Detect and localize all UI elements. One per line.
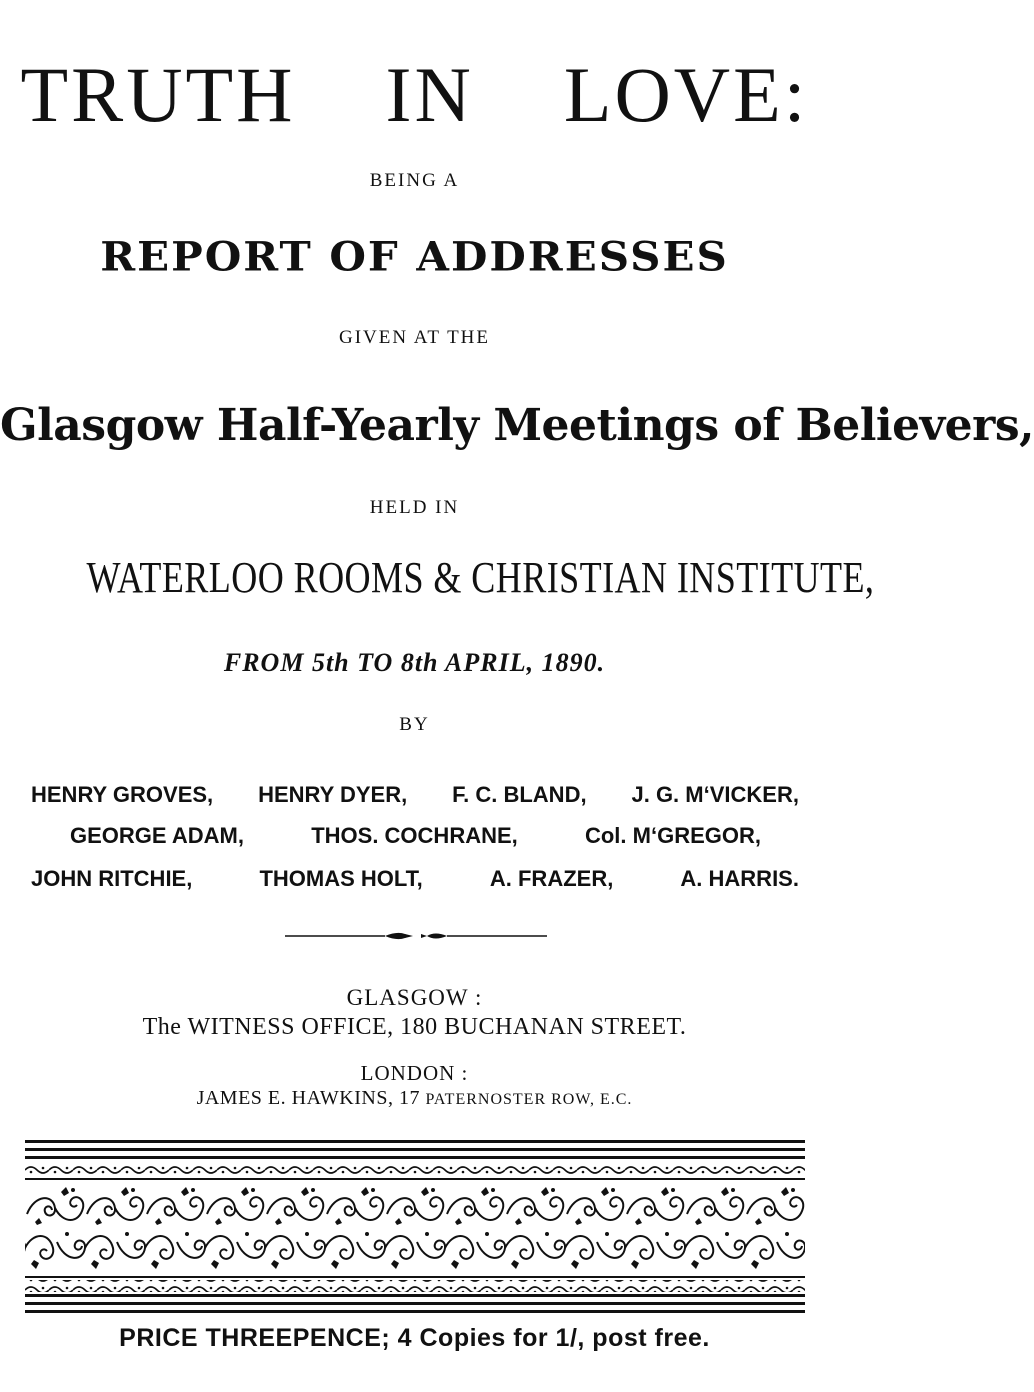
- title-word-1: TRUTH: [20, 51, 296, 138]
- authors-row-2: [0, 823, 829, 849]
- author-name: GEORGE ADAM,: [70, 823, 244, 848]
- price-line: PRICE THREEPENCE; 4 Copies for 1/, post free.: [119, 1324, 710, 1352]
- title-word-3: LOVE:: [563, 51, 809, 138]
- held-in-label: HELD IN: [369, 497, 460, 518]
- title-word-2: IN: [385, 51, 474, 138]
- author-name: HENRY GROVES,: [31, 782, 214, 807]
- report-heading: REPORT OF ADDRESSES: [100, 233, 729, 280]
- dates-line: FROM 5th TO 8th APRIL, 1890.: [223, 648, 606, 677]
- authors-row-1: [0, 782, 829, 808]
- author-name: Col. M‘GREGOR,: [584, 823, 761, 848]
- by-label: BY: [399, 714, 430, 735]
- author-name: JOHN RITCHIE,: [31, 866, 193, 891]
- author-name: A. FRAZER,: [489, 866, 614, 891]
- glasgow-label: GLASGOW :: [346, 985, 483, 1010]
- glasgow-address: The WITNESS OFFICE, 180 BUCHANAN STREET.: [142, 1014, 687, 1040]
- london-publisher-name: JAMES E. HAWKINS, 17: [196, 1087, 420, 1109]
- london-label: LONDON :: [360, 1061, 469, 1085]
- meetings-heading: Glasgow Half-Yearly Meetings of Believers,: [0, 400, 1034, 451]
- author-name: HENRY DYER,: [258, 782, 408, 807]
- author-name: J. G. M‘VICKER,: [631, 782, 799, 807]
- author-name: THOS. COCHRANE,: [311, 823, 518, 848]
- venue-heading: [0, 552, 875, 603]
- main-title: [0, 50, 829, 140]
- author-name: THOMAS HOLT,: [259, 866, 423, 891]
- horizontal-rule-flourish-icon: [285, 925, 547, 947]
- author-name: A. HARRIS.: [680, 866, 799, 891]
- given-at-label: GIVEN AT THE: [338, 327, 491, 348]
- london-street: PATERNOSTER ROW, E.C.: [425, 1091, 633, 1108]
- venue-text: WATERLOO ROOMS & CHRISTIAN INSTITUTE,: [86, 553, 875, 602]
- being-a-label: BEING A: [369, 170, 460, 191]
- authors-row-3: [0, 866, 829, 892]
- author-name: F. C. BLAND,: [452, 782, 587, 807]
- floral-scroll-border-icon: [25, 1140, 805, 1320]
- london-address: [0, 1087, 829, 1110]
